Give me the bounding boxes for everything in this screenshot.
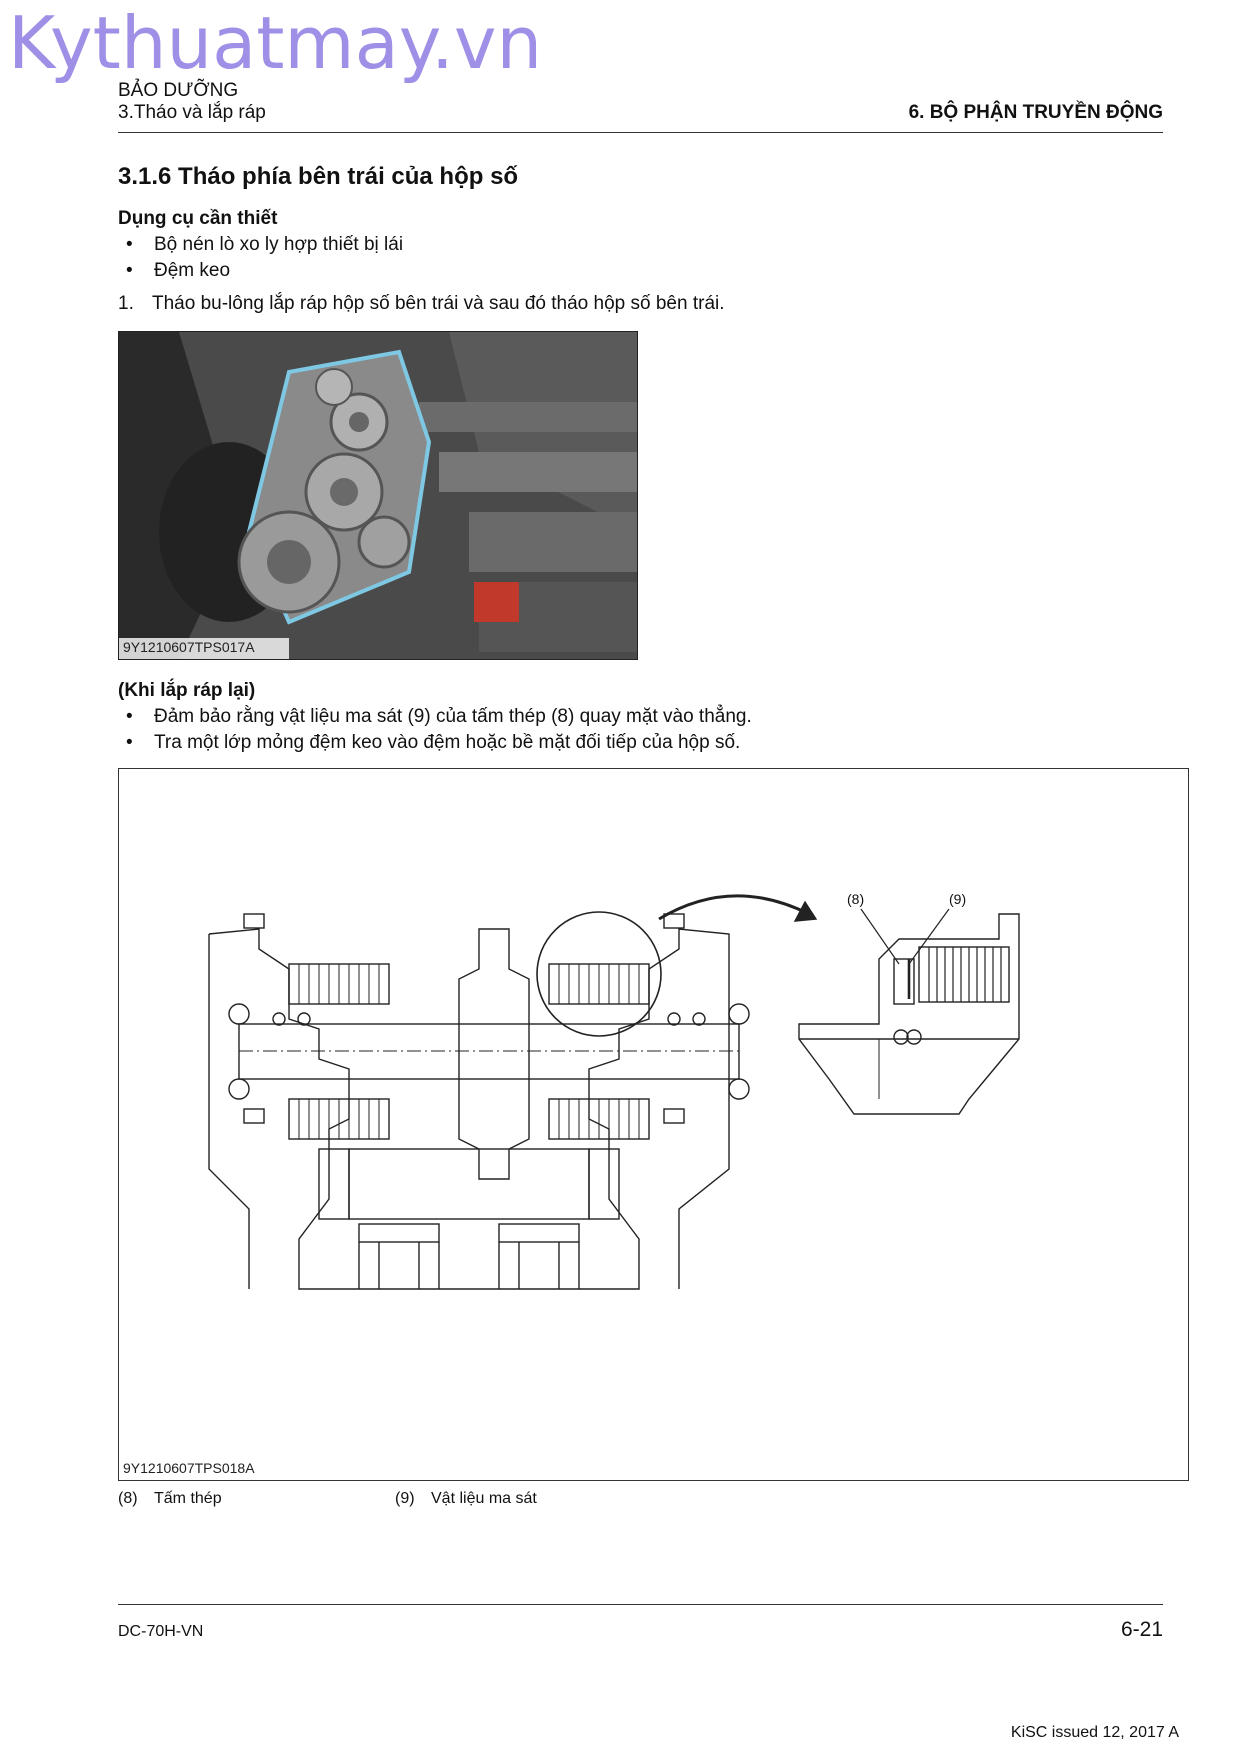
step-number: 1.	[118, 293, 134, 314]
header-subsection: 3.Tháo và lắp ráp	[118, 102, 266, 123]
list-item: • Đệm keo	[118, 258, 403, 284]
callout-9: (9)	[949, 891, 967, 907]
diagram-code: 9Y1210607TPS018A	[123, 1460, 255, 1476]
legend-item-8	[118, 1490, 222, 1508]
legend-number: (9)	[395, 1490, 415, 1507]
gearbox-photo	[118, 331, 638, 660]
legend-label: Vật liệu ma sát	[431, 1490, 537, 1507]
page-number: 6-21	[1120, 1618, 1163, 1641]
document-code: DC-70H-VN	[118, 1623, 204, 1640]
list-item: • Tra một lớp mỏng đệm keo vào đệm hoặc bề mặt đối tiếp của hộp số.	[118, 730, 752, 756]
gearbox-photo-image	[119, 332, 637, 659]
legend-label: Tấm thép	[154, 1490, 222, 1507]
issued-note: KiSC issued 12, 2017 A	[1010, 1724, 1179, 1741]
footer-divider	[118, 1604, 1163, 1605]
reassembly-list	[118, 704, 752, 756]
step-1	[118, 293, 725, 315]
header-divider	[118, 132, 1163, 133]
legend-number: (8)	[118, 1490, 138, 1507]
step-text: Tháo bu-lông lắp ráp hộp số bên trái và sau đó tháo hộp số bên trái.	[152, 293, 725, 314]
watermark-text: Kythuatmay.vn	[8, 1, 543, 85]
header-chapter: 6. BỘ PHẬN TRUYỀN ĐỘNG	[908, 102, 1163, 123]
list-item: • Đảm bảo rằng vật liệu ma sát (9) của tấm thép (8) quay mặt vào thẳng.	[118, 704, 752, 730]
tools-list	[118, 232, 403, 284]
clutch-diagram	[118, 768, 1189, 1481]
clutch-diagram-drawing	[119, 769, 1188, 1480]
legend-item-9	[395, 1490, 537, 1508]
reassembly-heading: (Khi lắp ráp lại)	[118, 680, 256, 701]
page-title: 3.1.6 Tháo phía bên trái của hộp số	[118, 163, 519, 190]
list-item: • Bộ nén lò xo ly hợp thiết bị lái	[118, 232, 403, 258]
header-section: BẢO DƯỠNG	[118, 80, 239, 101]
photo-code: 9Y1210607TPS017A	[123, 639, 255, 655]
callout-8: (8)	[847, 891, 865, 907]
tools-heading: Dụng cụ cần thiết	[118, 208, 278, 229]
